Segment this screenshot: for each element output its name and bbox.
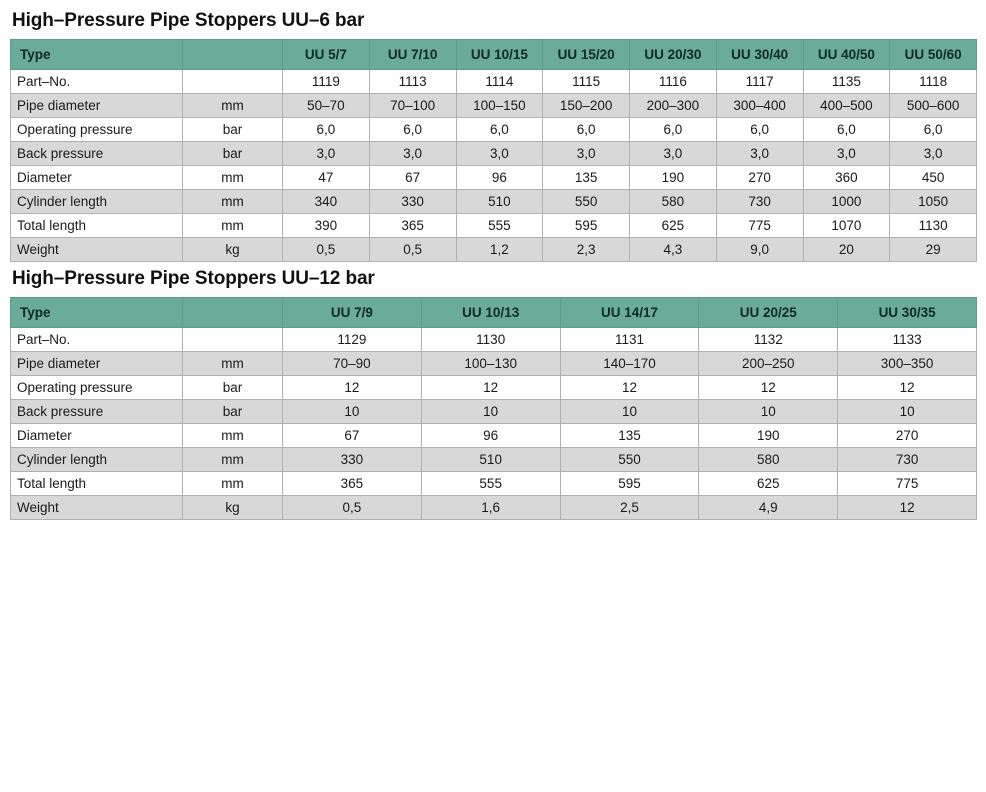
- column-header-type: Type: [11, 297, 183, 327]
- cell: 1114: [456, 69, 543, 93]
- table-row: [11, 447, 977, 471]
- cell: 400–500: [803, 93, 890, 117]
- table-row: [11, 351, 977, 375]
- cell: 100–150: [456, 93, 543, 117]
- cell: 1115: [543, 69, 630, 93]
- cell: 2,3: [543, 237, 630, 261]
- column-header-unit: [183, 297, 283, 327]
- cell: 200–300: [630, 93, 717, 117]
- column-header-uu-20-25: UU 20/25: [699, 297, 838, 327]
- cell: 3,0: [716, 141, 803, 165]
- cell: 730: [716, 189, 803, 213]
- cell: 1130: [890, 213, 977, 237]
- cell: 1070: [803, 213, 890, 237]
- cell: 775: [716, 213, 803, 237]
- table-row: [11, 399, 977, 423]
- cell: 9,0: [716, 237, 803, 261]
- row-label: Back pressure: [11, 141, 183, 165]
- cell: 10: [560, 399, 699, 423]
- column-header-uu-5-7: UU 5/7: [283, 39, 370, 69]
- cell: 1119: [283, 69, 370, 93]
- cell: 300–350: [838, 351, 977, 375]
- cell: 4,9: [699, 495, 838, 519]
- row-unit: kg: [183, 237, 283, 261]
- cell: 67: [283, 423, 422, 447]
- table-row: [11, 165, 977, 189]
- cell: 390: [283, 213, 370, 237]
- row-label: Diameter: [11, 423, 183, 447]
- cell: 96: [421, 423, 560, 447]
- cell: 3,0: [630, 141, 717, 165]
- cell: 300–400: [716, 93, 803, 117]
- column-header-uu-7-9: UU 7/9: [283, 297, 422, 327]
- row-unit: bar: [183, 117, 283, 141]
- section-uu-6-bar: [10, 10, 976, 262]
- cell: 1,2: [456, 237, 543, 261]
- cell: 100–130: [421, 351, 560, 375]
- cell: 3,0: [543, 141, 630, 165]
- cell: 625: [699, 471, 838, 495]
- cell: 6,0: [716, 117, 803, 141]
- cell: 12: [283, 375, 422, 399]
- cell: 12: [699, 375, 838, 399]
- cell: 6,0: [369, 117, 456, 141]
- cell: 510: [456, 189, 543, 213]
- cell: 270: [838, 423, 977, 447]
- column-header-uu-30-40: UU 30/40: [716, 39, 803, 69]
- row-label: Weight: [11, 237, 183, 261]
- cell: 10: [699, 399, 838, 423]
- cell: 1113: [369, 69, 456, 93]
- row-unit: bar: [183, 399, 283, 423]
- cell: 1116: [630, 69, 717, 93]
- row-label: Cylinder length: [11, 447, 183, 471]
- column-header-type: Type: [11, 39, 183, 69]
- cell: 96: [456, 165, 543, 189]
- table-row: [11, 423, 977, 447]
- cell: 6,0: [630, 117, 717, 141]
- cell: 70–100: [369, 93, 456, 117]
- cell: 200–250: [699, 351, 838, 375]
- row-unit: mm: [183, 165, 283, 189]
- cell: 190: [630, 165, 717, 189]
- cell: 1,6: [421, 495, 560, 519]
- spec-table-uu-6-bar: [10, 39, 977, 262]
- cell: 3,0: [369, 141, 456, 165]
- cell: 595: [543, 213, 630, 237]
- row-unit: mm: [183, 471, 283, 495]
- cell: 47: [283, 165, 370, 189]
- cell: 2,5: [560, 495, 699, 519]
- cell: 625: [630, 213, 717, 237]
- cell: 330: [283, 447, 422, 471]
- row-unit: mm: [183, 447, 283, 471]
- cell: 135: [543, 165, 630, 189]
- cell: 0,5: [283, 237, 370, 261]
- column-header-unit: [183, 39, 283, 69]
- cell: 3,0: [890, 141, 977, 165]
- column-header-uu-20-30: UU 20/30: [630, 39, 717, 69]
- cell: 3,0: [283, 141, 370, 165]
- table-row: [11, 141, 977, 165]
- cell: 450: [890, 165, 977, 189]
- cell: 1133: [838, 327, 977, 351]
- column-header-uu-7-10: UU 7/10: [369, 39, 456, 69]
- cell: 6,0: [456, 117, 543, 141]
- row-unit: mm: [183, 423, 283, 447]
- cell: 1131: [560, 327, 699, 351]
- table-row: [11, 327, 977, 351]
- cell: 580: [630, 189, 717, 213]
- table-row: [11, 117, 977, 141]
- cell: 12: [838, 495, 977, 519]
- table-row: [11, 93, 977, 117]
- table-row: [11, 495, 977, 519]
- section-uu-12-bar: [10, 268, 976, 520]
- cell: 3,0: [456, 141, 543, 165]
- column-header-uu-10-15: UU 10/15: [456, 39, 543, 69]
- row-label: Total length: [11, 213, 183, 237]
- cell: 6,0: [283, 117, 370, 141]
- table-row: [11, 375, 977, 399]
- row-label: Weight: [11, 495, 183, 519]
- column-header-uu-50-60: UU 50/60: [890, 39, 977, 69]
- cell: 140–170: [560, 351, 699, 375]
- cell: 6,0: [803, 117, 890, 141]
- cell: 3,0: [803, 141, 890, 165]
- row-unit: bar: [183, 375, 283, 399]
- cell: 730: [838, 447, 977, 471]
- section-title-uu-6-bar: High–Pressure Pipe Stoppers UU–6 bar: [12, 10, 365, 31]
- cell: 12: [560, 375, 699, 399]
- column-header-uu-14-17: UU 14/17: [560, 297, 699, 327]
- row-unit: kg: [183, 495, 283, 519]
- table-header-row: [11, 297, 977, 327]
- cell: 595: [560, 471, 699, 495]
- column-header-uu-10-13: UU 10/13: [421, 297, 560, 327]
- row-label: Cylinder length: [11, 189, 183, 213]
- cell: 150–200: [543, 93, 630, 117]
- row-unit: [183, 69, 283, 93]
- cell: 365: [283, 471, 422, 495]
- section-title-uu-12-bar: High–Pressure Pipe Stoppers UU–12 bar: [12, 267, 375, 289]
- row-label: Total length: [11, 471, 183, 495]
- cell: 550: [543, 189, 630, 213]
- table-row: [11, 189, 977, 213]
- cell: 20: [803, 237, 890, 261]
- cell: 1130: [421, 327, 560, 351]
- row-label: Part–No.: [11, 69, 183, 93]
- cell: 1135: [803, 69, 890, 93]
- table-header-row: [11, 39, 977, 69]
- row-label: Pipe diameter: [11, 351, 183, 375]
- row-unit: [183, 327, 283, 351]
- cell: 6,0: [890, 117, 977, 141]
- cell: 10: [421, 399, 560, 423]
- cell: 1000: [803, 189, 890, 213]
- cell: 12: [421, 375, 560, 399]
- cell: 360: [803, 165, 890, 189]
- row-label: Diameter: [11, 165, 183, 189]
- spec-table-uu-12-bar: [10, 297, 977, 520]
- table-row: [11, 69, 977, 93]
- row-unit: mm: [183, 213, 283, 237]
- cell: 365: [369, 213, 456, 237]
- row-unit: mm: [183, 189, 283, 213]
- row-label: Operating pressure: [11, 117, 183, 141]
- cell: 6,0: [543, 117, 630, 141]
- row-unit: mm: [183, 93, 283, 117]
- cell: 0,5: [283, 495, 422, 519]
- cell: 135: [560, 423, 699, 447]
- cell: 550: [560, 447, 699, 471]
- cell: 510: [421, 447, 560, 471]
- cell: 0,5: [369, 237, 456, 261]
- cell: 270: [716, 165, 803, 189]
- cell: 1132: [699, 327, 838, 351]
- cell: 1129: [283, 327, 422, 351]
- cell: 10: [838, 399, 977, 423]
- table-row: [11, 237, 977, 261]
- row-label: Part–No.: [11, 327, 183, 351]
- cell: 555: [456, 213, 543, 237]
- cell: 4,3: [630, 237, 717, 261]
- cell: 29: [890, 237, 977, 261]
- table-row: [11, 213, 977, 237]
- row-unit: bar: [183, 141, 283, 165]
- cell: 500–600: [890, 93, 977, 117]
- cell: 1050: [890, 189, 977, 213]
- row-unit: mm: [183, 351, 283, 375]
- column-header-uu-30-35: UU 30/35: [838, 297, 977, 327]
- column-header-uu-40-50: UU 40/50: [803, 39, 890, 69]
- row-label: Operating pressure: [11, 375, 183, 399]
- cell: 70–90: [283, 351, 422, 375]
- cell: 1117: [716, 69, 803, 93]
- cell: 12: [838, 375, 977, 399]
- cell: 67: [369, 165, 456, 189]
- cell: 580: [699, 447, 838, 471]
- row-label: Pipe diameter: [11, 93, 183, 117]
- table-row: [11, 471, 977, 495]
- cell: 190: [699, 423, 838, 447]
- cell: 340: [283, 189, 370, 213]
- cell: 775: [838, 471, 977, 495]
- cell: 330: [369, 189, 456, 213]
- cell: 1118: [890, 69, 977, 93]
- cell: 50–70: [283, 93, 370, 117]
- cell: 555: [421, 471, 560, 495]
- row-label: Back pressure: [11, 399, 183, 423]
- cell: 10: [283, 399, 422, 423]
- column-header-uu-15-20: UU 15/20: [543, 39, 630, 69]
